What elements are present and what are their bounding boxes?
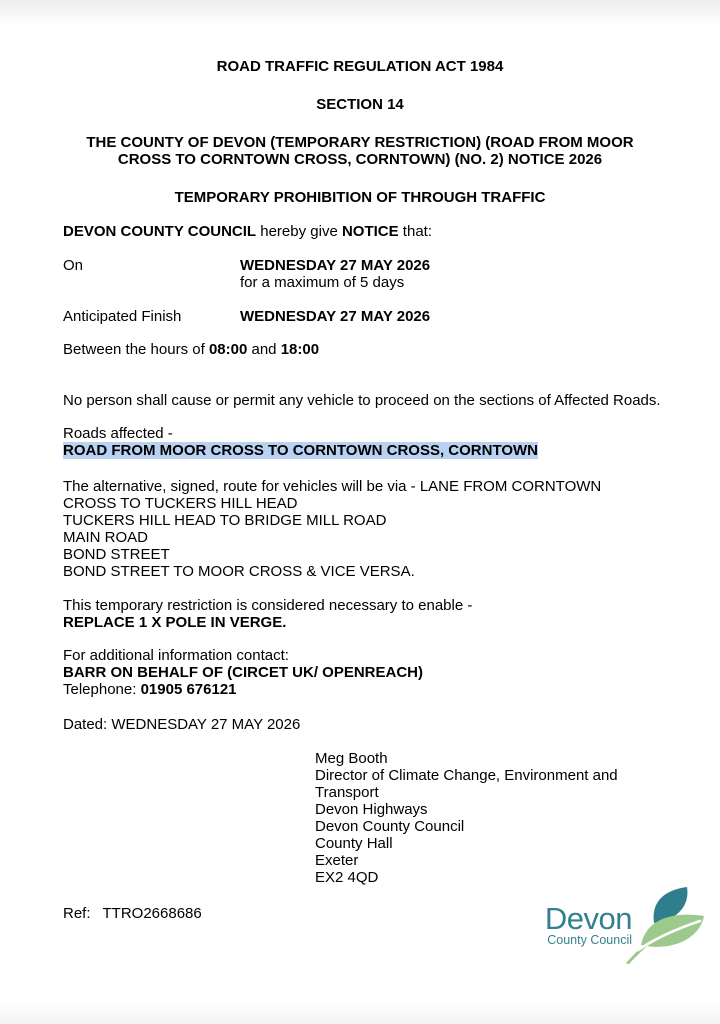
logo-wordmark — [544, 900, 632, 947]
signatory-name: Meg Booth — [315, 750, 388, 767]
reason-detail: REPLACE 1 X POLE IN VERGE. — [63, 614, 287, 631]
schedule-finish-value — [240, 308, 657, 325]
heading-subtitle: TEMPORARY PROHIBITION OF THROUGH TRAFFIC — [174, 189, 546, 206]
contact-name: BARR ON BEHALF OF (CIRCET UK/ OPENREACH) — [63, 664, 423, 681]
phone-label: Telephone: — [63, 681, 141, 698]
phone-number: 01905 676121 — [140, 681, 237, 698]
schedule-start-value — [240, 257, 657, 291]
signatory-title-cont: Transport — [315, 784, 379, 801]
prohibition-statement: No person shall cause or permit any vehicle to proceed on the sections of Affected Roads. — [63, 392, 661, 409]
hours-line — [63, 341, 657, 358]
page-top-shadow — [0, 0, 720, 26]
signature-block — [315, 750, 657, 886]
restriction-reason-block — [63, 597, 657, 631]
contact-block — [63, 647, 657, 698]
devon-leaf-icon — [624, 886, 706, 964]
signatory-title: Director of Climate Change, Environment and — [315, 767, 618, 784]
hours-start: 08:00 — [208, 341, 248, 358]
notice-declaration-end: that: — [398, 223, 432, 240]
signatory-postcode: EX2 4QD — [315, 869, 379, 886]
reference-number: TTRO2668686 — [102, 905, 202, 922]
notice-word: NOTICE — [341, 223, 399, 240]
contact-phone-line — [63, 681, 657, 698]
schedule-start-label: On — [63, 257, 84, 274]
signatory-org: Devon County Council — [315, 818, 465, 835]
alt-route-line: BOND STREET TO MOOR CROSS & VICE VERSA. — [63, 563, 415, 580]
alternative-route-block — [63, 478, 657, 580]
heading-section: SECTION 14 — [316, 96, 404, 113]
finish-date: WEDNESDAY 27 MAY 2026 — [240, 308, 431, 325]
schedule-finish-label: Anticipated Finish — [63, 308, 182, 325]
schedule-row-finish — [63, 308, 657, 325]
heading-order-title: THE COUNTY OF DEVON (TEMPORARY RESTRICTION) (ROAD FROM MOOR CROSS TO CORNTOWN CROSS, CORNTOWN) (NO. 2) NOTICE 2026 — [86, 134, 634, 168]
heading-act: ROAD TRAFFIC REGULATION ACT 1984 — [216, 58, 504, 75]
hours-text-1: Between the hours of — [63, 341, 209, 358]
signatory-address-2: Exeter — [315, 852, 359, 869]
hours-text-2: and — [247, 341, 281, 358]
contact-intro: For additional information contact: — [63, 647, 289, 664]
alt-route-line: TUCKERS HILL HEAD TO BRIDGE MILL ROAD — [63, 512, 387, 529]
alt-route-line: BOND STREET — [63, 546, 170, 563]
signatory-address-1: County Hall — [315, 835, 393, 852]
dated-line: Dated: WEDNESDAY 27 MAY 2026 — [63, 716, 301, 733]
roads-affected-road — [63, 442, 657, 459]
notice-body — [0, 58, 720, 922]
council-name: DEVON COUNTY COUNCIL — [63, 223, 257, 240]
alt-route-line: MAIN ROAD — [63, 529, 149, 546]
roads-affected-highlight: ROAD FROM MOOR CROSS TO CORNTOWN CROSS, CORNTOWN — [63, 442, 538, 459]
roads-affected-label: Roads affected - — [63, 425, 173, 442]
notice-declaration-text: hereby give — [256, 223, 342, 240]
roads-affected-block — [63, 425, 657, 459]
signatory-dept: Devon Highways — [315, 801, 428, 818]
start-date: WEDNESDAY 27 MAY 2026 — [240, 257, 431, 274]
logo-subname: County Council — [547, 932, 632, 947]
schedule-row-start — [63, 257, 657, 291]
reason-intro: This temporary restriction is considered necessary to enable - — [63, 597, 473, 614]
hours-end: 18:00 — [280, 341, 320, 358]
alt-route-intro: The alternative, signed, route for vehicles will be via - LANE FROM CORNTOWN CROSS TO TUCKERS HILL HEAD — [63, 478, 602, 512]
logo-name: Devon — [544, 900, 632, 936]
devon-county-council-logo — [545, 886, 706, 964]
reference-label: Ref: — [63, 905, 91, 922]
start-date-note: for a maximum of 5 days — [240, 274, 405, 291]
notice-declaration — [63, 223, 657, 240]
page-bottom-shadow — [0, 1002, 720, 1024]
